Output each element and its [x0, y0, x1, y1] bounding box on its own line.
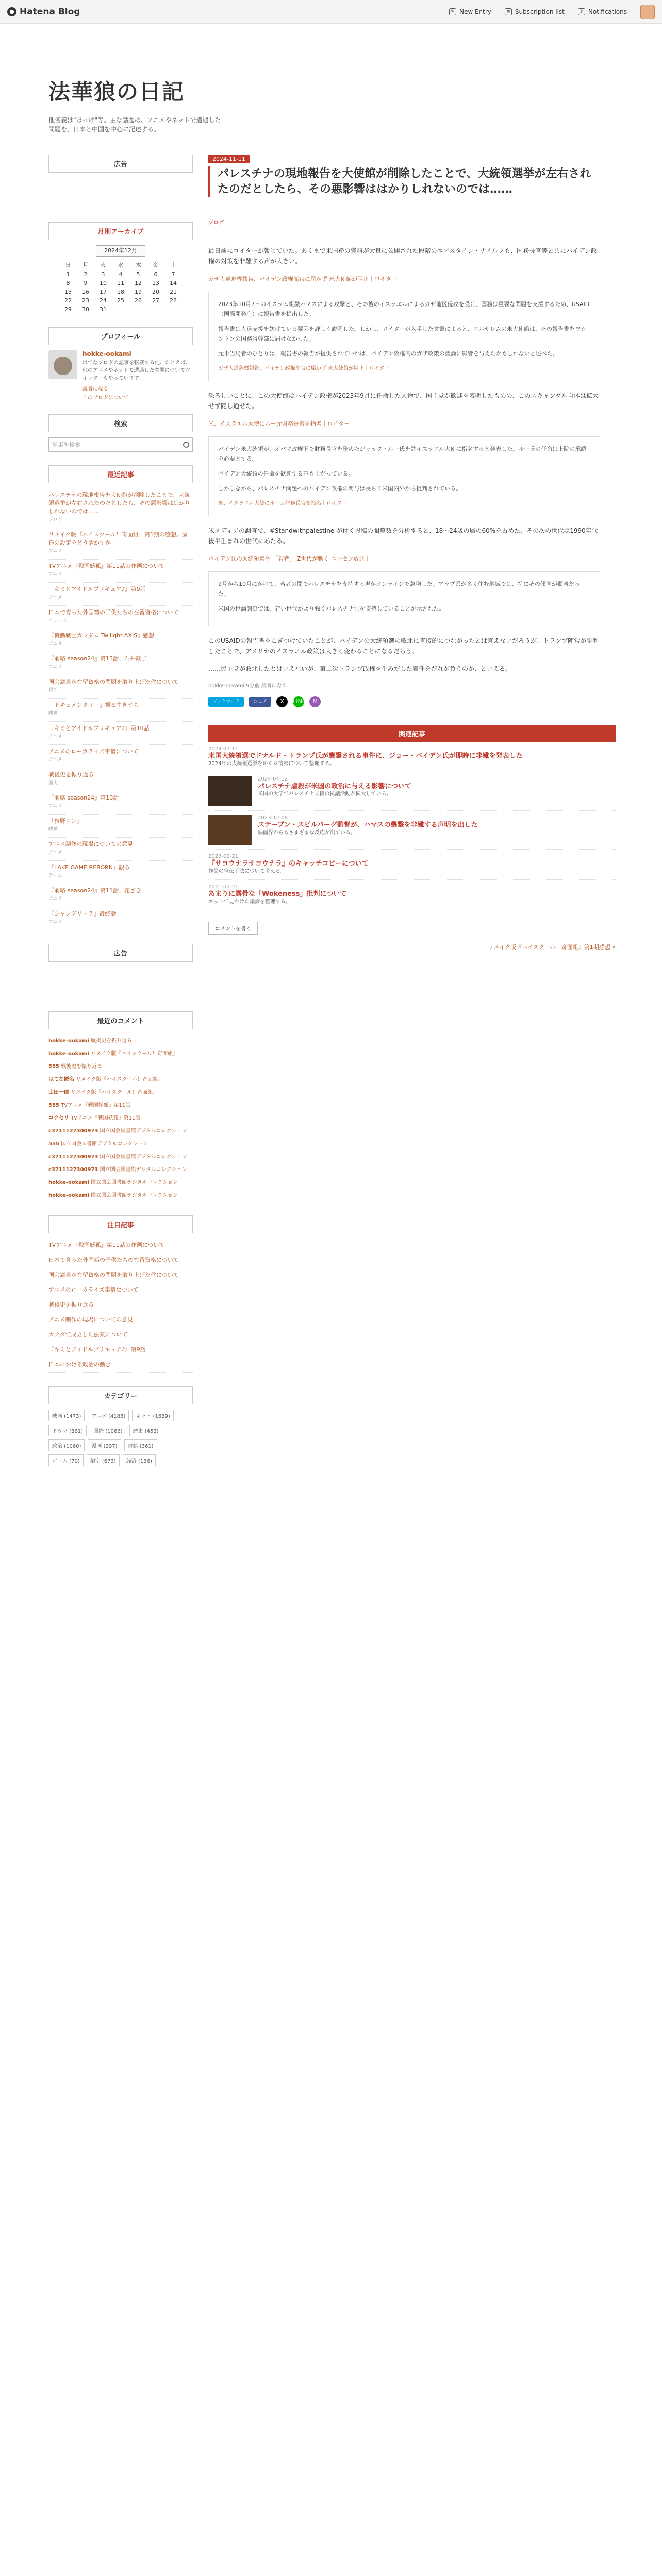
blockquote-2 [208, 436, 600, 516]
calendar-week-row [59, 296, 182, 305]
popular-item-category: アニメ [48, 804, 62, 809]
related-thumbnail[interactable] [208, 776, 252, 806]
search-title: 検索 [48, 414, 193, 432]
new-entry-label: New Entry [459, 8, 491, 15]
calendar-day[interactable]: 28 [170, 297, 177, 304]
category-chip[interactable]: アニメ (4188) [88, 1410, 129, 1421]
related-body [208, 746, 523, 768]
category-chip[interactable]: ネット (1639) [132, 1410, 173, 1421]
popular-item [48, 791, 193, 815]
facebook-share-button[interactable]: シェア [249, 697, 271, 707]
bell-icon: ♪ [578, 8, 585, 15]
profile-box [48, 350, 193, 401]
popular-item-link[interactable]: アニメのローカライズ事情について [48, 748, 139, 755]
popular-item-category: ゲーム [48, 873, 63, 878]
ad-title: 広告 [48, 155, 193, 173]
related-title-link[interactable]: ステーブン・スピルバーグ監督が、ハマスの襲撃を非難する声明を出した [258, 821, 478, 829]
brand-label: Hatena Blog [20, 6, 80, 17]
category-title: カテゴリー [48, 1386, 193, 1404]
popular-item [48, 699, 193, 722]
popular-item-link[interactable]: 『前略 season24』第13話、石井歓子 [48, 655, 147, 662]
calendar-day[interactable]: 22 [64, 297, 72, 304]
popular-item [48, 722, 193, 745]
main-content [208, 155, 616, 951]
related-body [208, 854, 369, 875]
related-title: 関連記事 [208, 725, 616, 742]
category-chip[interactable]: 漫画 (297) [88, 1439, 121, 1451]
calendar-day[interactable]: 4 [119, 271, 123, 278]
comment-author[interactable]: c3711127300973 [48, 1167, 98, 1173]
popular-item-link[interactable]: 『シャングリ・ラ』最終話 [48, 910, 117, 917]
comment-author[interactable]: 555 [48, 1064, 59, 1070]
calendar-day-name: 火 [100, 262, 106, 268]
pager [208, 943, 616, 951]
comment-author[interactable]: 山田一郎 [48, 1090, 69, 1095]
category-chip[interactable]: 歴史 (453) [129, 1425, 162, 1436]
calendar-day[interactable]: 29 [64, 306, 72, 313]
article-date[interactable]: 2024-11-11 [208, 155, 250, 163]
related-item[interactable] [208, 742, 616, 772]
calendar-day-name: 日 [65, 262, 71, 268]
featured-item-link[interactable]: アニメ制作の現場についての意見 [48, 1316, 134, 1323]
calendar-week-row [59, 305, 182, 314]
article-paragraph-3: 米メディアの調査で、#Standwithpalestine が付く投稿の閲覧数を分析すると、18〜24歳の層の60%を占めた。その次の世代は1990年代後半生まれの世代にあたる。 [208, 527, 598, 545]
archive-module [48, 222, 193, 314]
comment-entry-link[interactable]: 国立国会図書館デジタルコレクション [91, 1193, 178, 1198]
comment-author[interactable]: hokke-ookami [48, 1038, 89, 1044]
calendar-day[interactable]: 13 [152, 280, 159, 286]
calendar-day[interactable]: 26 [135, 297, 142, 304]
archive-month-select[interactable]: 2024年12月 [96, 245, 145, 257]
recent-comments-title: 最近のコメント [48, 1011, 193, 1029]
user-avatar[interactable] [640, 5, 655, 19]
related-excerpt: 2024年の大統領選挙をめぐる情勢について整理する。 [208, 761, 335, 767]
comment-author[interactable]: 555 [48, 1103, 59, 1108]
calendar-day-name: 木 [135, 262, 141, 268]
comment-item [48, 1138, 193, 1150]
calendar-day [164, 305, 182, 314]
quote-paragraph: 報告書は人道支援を妨げている要因を詳しく説明した。しかし、ロイターが入手した文書によると、エルサレムの米大使館は、その報告書をワシントンの国務省幹部に届けなかった。 [218, 326, 587, 342]
blog-description: 他名義は"ほっけ"等。主な話題は、アニメやネットで遭遇した問題を、日本と中国を中心に記述する。 [48, 116, 221, 133]
calendar-day-name: 水 [118, 262, 124, 268]
related-body [208, 884, 346, 906]
popular-item [48, 745, 193, 768]
featured-list [48, 1239, 193, 1373]
popular-module [48, 465, 193, 930]
calendar-day[interactable]: 9 [84, 280, 88, 286]
category-module [48, 1386, 193, 1466]
source-link[interactable]: 米、イスラエル大使にルー元財務長官を指名｜ロイター [208, 420, 350, 427]
category-chip[interactable]: 経済 (136) [123, 1454, 156, 1466]
related-excerpt: 作品の宣伝手法について考える。 [208, 869, 286, 874]
top-actions [449, 5, 655, 19]
popular-item [48, 675, 193, 699]
featured-item [48, 1268, 193, 1283]
popular-item [48, 768, 193, 791]
popular-item-category: ブログ [48, 517, 63, 522]
profile-title: プロフィール [48, 327, 193, 345]
featured-item-link[interactable]: 国会議員が在留資格の問題を取り上げた件について [48, 1272, 179, 1278]
category-chip[interactable]: 政治 (1060) [48, 1439, 85, 1451]
featured-item [48, 1313, 193, 1328]
popular-item [48, 652, 193, 675]
calendar-day[interactable]: 30 [82, 306, 89, 313]
popular-item-category: 映画 [48, 711, 58, 716]
comment-author[interactable]: hokke-ookami [48, 1180, 89, 1185]
subscription-list-button[interactable] [505, 8, 565, 15]
related-excerpt: 映画界からもさまざまな反応が出ている。 [258, 830, 356, 836]
comment-item [48, 1125, 193, 1138]
popular-title: 最近記事 [48, 465, 193, 483]
x-share-icon[interactable]: X [276, 696, 288, 707]
recent-comments-module [48, 1011, 193, 1202]
comment-entry-link[interactable]: 国立国会図書館デジタルコレクション [61, 1141, 148, 1147]
calendar-day[interactable]: 14 [170, 280, 177, 286]
notifications-label: Notifications [588, 8, 627, 15]
related-date: 2023-12-08 [258, 815, 288, 821]
calendar-day[interactable]: 31 [100, 306, 107, 313]
related-excerpt: ネットで見かけた議論を整理する。 [208, 899, 291, 905]
popular-item-category: アニメ [48, 549, 62, 554]
calendar-day[interactable]: 11 [117, 280, 124, 286]
notifications-button[interactable] [578, 8, 627, 15]
calendar-day[interactable]: 18 [117, 289, 124, 295]
related-title-link[interactable]: パレスチナ虐殺が米国の政治に与える影響について [258, 783, 412, 790]
featured-item-link[interactable]: 戦後史を振り返る [48, 1301, 94, 1308]
comment-item [48, 1176, 193, 1189]
featured-module [48, 1215, 193, 1373]
comment-entry-link[interactable]: 戦後史を振り返る [61, 1064, 103, 1070]
quote-paragraph: 元米当局者のひとりは、報告書の報告が提供されていれば、バイデン政権内のガザ政策の議論に影響を与えたかもしれないと述べた。 [218, 350, 558, 357]
blog-title[interactable]: 法華狼の日記 [48, 79, 185, 105]
related-body [258, 776, 411, 806]
calendar-day[interactable]: 3 [101, 271, 105, 278]
featured-item [48, 1298, 193, 1313]
popular-item-link[interactable]: 『キミとアイドルプリキュア♪』第10話 [48, 725, 150, 732]
quote-paragraph: 米国の世論調査では、若い世代がより強くパレスチナ側を支持していることが示された。 [218, 605, 445, 612]
related-body [258, 815, 478, 845]
popular-item-link[interactable]: 『前略 season24』第11話、花ざき [48, 887, 142, 894]
hatena-bookmark-button[interactable]: ブックマーク [208, 697, 244, 707]
calendar-day-name: 金 [153, 262, 159, 268]
comment-entry-link[interactable]: 国立国会図書館デジタルコレクション [91, 1180, 178, 1185]
ad-placeholder [48, 178, 193, 209]
related-item[interactable] [208, 880, 616, 910]
comment-entry-link[interactable]: リメイク版『ハイスクール！奇面組』 [76, 1077, 163, 1082]
comment-author[interactable]: コクセリ [48, 1115, 69, 1121]
popular-item [48, 560, 193, 583]
calendar-day[interactable]: 8 [66, 280, 70, 286]
comment-item [48, 1150, 193, 1163]
category-chips [48, 1410, 193, 1466]
comment-item [48, 1086, 193, 1099]
popular-item-link[interactable]: 『キミとアイドルプリキュア♪』第9話 [48, 586, 146, 592]
calendar-day[interactable]: 20 [152, 289, 159, 295]
recent-comments-list [48, 1035, 193, 1202]
related-date: 2021-05-21 [208, 884, 239, 890]
article-paragraph-4: このUSAIDの報告書をこぎつけていたことが、バイデンの大統領選の敗北に直接的につながったとは言えないだろうが、トランプ陣営が勝利したことで、アメリカのイスラエル政策は大きく変わることになるだろう。 [208, 637, 599, 655]
calendar-day[interactable]: 7 [171, 271, 175, 278]
comment-author[interactable]: hokke-ookami [48, 1193, 89, 1198]
calendar-day-name: 月 [82, 262, 89, 268]
popular-item-category: アニメ [48, 641, 62, 647]
search-placeholder: 記事を検索 [52, 442, 80, 448]
calendar-day[interactable]: 10 [100, 280, 107, 286]
calendar-day [147, 305, 164, 314]
calendar-week-row [59, 287, 182, 296]
related-item[interactable] [208, 811, 616, 850]
next-entry-link[interactable]: リメイク版『ハイスクール！奇面組』第1期感想 » [488, 944, 616, 951]
popular-item [48, 838, 193, 861]
featured-item-link[interactable]: TVアニメ『戦国妖狐』第11話の作画について [48, 1242, 165, 1248]
subscribe-link[interactable]: 読者になる [82, 386, 108, 392]
popular-item-category: ニュース [48, 618, 67, 623]
calendar-day[interactable]: 24 [100, 297, 107, 304]
popular-item-link[interactable]: 国会議員が在留資格の問題を取り上げた件について [48, 679, 179, 685]
popular-item-link[interactable]: パレスチナの現地報告を大使館が削除したことで、大統領選挙が左右されたのだとしたら、その悪影響ははかりしれないのでは…… [48, 492, 190, 515]
comment-author[interactable]: 555 [48, 1141, 59, 1147]
related-title-link[interactable]: 米国大統領選でドナルド・トランプ氏が襲撃される事件に、ジョー・バイデン氏が即時に非難を発表した [208, 752, 523, 760]
quote-paragraph: バイデン大統領の任命を歓迎する声も上がっている。 [218, 470, 354, 477]
ad-placeholder-2 [48, 967, 193, 998]
popular-item-link[interactable]: アニメ制作の現場についての意見 [48, 841, 134, 848]
comment-entry-link[interactable]: TVアニメ『戦国妖狐』第11話 [71, 1115, 141, 1121]
ad-module [48, 155, 193, 209]
featured-item [48, 1283, 193, 1298]
calendar-day[interactable]: 25 [117, 297, 124, 304]
popular-item-category: 歴史 [48, 781, 58, 786]
calendar-day[interactable]: 5 [136, 271, 140, 278]
related-list [208, 742, 616, 910]
calendar-day [129, 305, 147, 314]
hatena-blog-logo[interactable] [7, 7, 80, 17]
article-paragraph-5: ……民主党が敗北したとはいえないが、第二次トランプ政権を生みだした責任をだれが負うのか、といえる。 [208, 665, 512, 672]
profile-module [48, 327, 193, 401]
featured-item [48, 1328, 193, 1343]
calendar-day[interactable]: 23 [82, 297, 89, 304]
archive-calendar [59, 260, 182, 314]
source-link[interactable]: バイデン氏の大統領選挙 「若者」 Z世代が動く ニッセン放送｜ [208, 555, 371, 562]
related-date: 2023-02-21 [208, 854, 239, 859]
comment-entry-link[interactable]: 戦後史を振り返る [91, 1038, 133, 1044]
related-date: 2024-07-11 [208, 746, 239, 752]
calendar-day[interactable]: 15 [64, 289, 72, 295]
calendar-day-name: 土 [170, 262, 176, 268]
pencil-icon: ✎ [449, 8, 456, 15]
article-body [208, 246, 600, 674]
featured-item [48, 1358, 193, 1373]
featured-item [48, 1239, 193, 1253]
popular-item [48, 861, 193, 884]
category-chip[interactable]: ドラマ (361) [48, 1425, 87, 1436]
blockquote-1 [208, 292, 600, 381]
list-icon: ≡ [505, 8, 512, 15]
featured-title: 注目記事 [48, 1215, 193, 1233]
article-footer: hokke-ookami 9分前 読者になる [208, 683, 287, 689]
line-share-icon[interactable]: LINE [293, 696, 304, 707]
popular-item-link[interactable]: 「狩野ケン」 [48, 818, 82, 824]
article-category[interactable]: ブログ [208, 220, 224, 226]
popular-item-category: アニメ [48, 920, 62, 925]
hatena-logo-icon: ● [7, 7, 16, 16]
popular-item [48, 884, 193, 907]
comment-entry-link[interactable]: 国立国会図書館デジタルコレクション [100, 1154, 187, 1160]
profile-info [82, 350, 193, 401]
comment-item [48, 1099, 193, 1112]
quote-paragraph: しかしながら、パレスチナ問題へのバイデン政権の関与は長らく米国内外から批判されている。 [218, 485, 462, 492]
profile-name[interactable]: hokke-ookami [82, 350, 131, 358]
comment-entry-link[interactable]: TVアニメ『戦国妖狐』第11話 [61, 1103, 131, 1108]
popular-item-category: アニメ [48, 896, 62, 902]
related-thumbnail[interactable] [208, 815, 252, 845]
top-navigation-bar [0, 0, 662, 24]
calendar-header-row [59, 260, 182, 270]
write-comment-button[interactable]: コメントを書く [208, 922, 258, 935]
search-icon[interactable] [183, 442, 189, 448]
comment-author[interactable]: c3711127300973 [48, 1128, 98, 1134]
calendar-day[interactable]: 1 [66, 271, 70, 278]
search-module [48, 414, 193, 452]
calendar-day[interactable]: 21 [170, 289, 177, 295]
category-chip[interactable]: 映画 (1473) [48, 1410, 85, 1421]
about-link[interactable]: このブログについて [82, 395, 129, 401]
category-chip[interactable]: ゲーム (70) [48, 1454, 84, 1466]
calendar-day[interactable]: 12 [135, 280, 142, 286]
new-entry-button[interactable] [449, 8, 491, 15]
featured-item-link[interactable]: 『キミとアイドルプリキュア♪』第9話 [48, 1346, 146, 1353]
calendar-week-row [59, 270, 182, 279]
popular-item [48, 629, 193, 652]
calendar-week-row [59, 279, 182, 287]
related-date: 2024-04-12 [258, 776, 288, 782]
profile-text: はてなブログの記事を転載する他、たとえば、他のアニメやネットで遭遇した問題についてツイッターもやっています。 [82, 360, 191, 381]
blockquote-3 [208, 571, 600, 626]
quote-source-link[interactable]: 米、イスラエル大使にルー元財務長官を指名｜ロイター [218, 501, 347, 506]
featured-item-link[interactable]: アニメのローカライズ事情について [48, 1286, 139, 1293]
profile-avatar[interactable] [48, 350, 77, 379]
popular-item-category: アニメ [48, 572, 62, 577]
comment-entry-link[interactable]: 国立国会図書館デジタルコレクション [100, 1128, 187, 1134]
related-excerpt: 米国の大学でパレスチナ支援の抗議活動が拡大している。 [258, 791, 392, 797]
popular-item-link[interactable]: 『前略 season24』第10話 [48, 794, 119, 801]
quote-paragraph: バイデン米大統領が、オバマ政権下で財務長官を務めたジャック・ルー氏を駐イスラエル大使に指名すると発表した。ルー氏の任命は上院の承認を必要とする。 [218, 446, 587, 462]
comment-item [48, 1060, 193, 1073]
comment-entry-link[interactable]: リメイク版『ハイスクール！奇面組』 [71, 1090, 158, 1095]
featured-item [48, 1343, 193, 1358]
calendar-day[interactable]: 2 [84, 271, 88, 278]
popular-item-category: アニメ [48, 595, 62, 600]
quote-paragraph: 9月から10月にかけて、若者の間でパレスチナを支持する声がオンラインで急増した。アラブ系が多く住む地域では、特にその傾向が顕著だった。 [218, 581, 580, 597]
quote-source-link[interactable]: ガザ人道危機報告、バイデン政権高官に届かず 米大使館が阻止｜ロイター [218, 366, 390, 371]
calendar-day[interactable]: 16 [82, 289, 89, 295]
category-chip[interactable]: 書籍 (361) [124, 1439, 157, 1451]
featured-item-link[interactable]: 日本で育った外国籍の子供たちの在留資格について [48, 1257, 179, 1263]
featured-item-link[interactable]: 日本における政治の動き [48, 1361, 111, 1368]
calendar-day[interactable]: 6 [154, 271, 158, 278]
popular-item-link[interactable]: 『ドキュメンタリー』観る生きやら [48, 702, 139, 708]
popular-list [48, 488, 193, 930]
comment-entry-link[interactable]: 国立国会図書館デジタルコレクション [100, 1167, 187, 1173]
category-chip[interactable]: 国際 (1066) [90, 1425, 126, 1436]
related-item[interactable] [208, 850, 616, 880]
popular-item-link[interactable]: 戦後史を振り返る [48, 771, 94, 778]
popular-item-category: アニメ [48, 757, 62, 762]
popular-item-link[interactable]: 「LAKE GAME REBORN」観る [48, 864, 130, 871]
comment-item [48, 1047, 193, 1060]
popular-item [48, 815, 193, 838]
article-title[interactable]: パレスチナの現地報告を大使館が削除したことで、大統領選挙が左右されたのだとしたら、その悪影響ははかりしれないのでは…… [208, 166, 600, 197]
popular-item [48, 907, 193, 930]
calendar-day[interactable]: 17 [100, 289, 107, 295]
calendar-day[interactable]: 19 [135, 289, 142, 295]
calendar-day [112, 305, 129, 314]
archive-title: 月別アーカイブ [48, 222, 193, 240]
comment-author[interactable]: はてな匿名 [48, 1077, 74, 1082]
popular-item-category: アニメ [48, 734, 62, 739]
featured-item [48, 1253, 193, 1268]
popular-item-category: アニメ [48, 665, 62, 670]
comment-item [48, 1073, 193, 1086]
popular-item-link[interactable]: リメイク版『ハイスクール！奇面組』第1期の感想。原作の設定をどう活かすか [48, 531, 188, 546]
popular-item [48, 528, 193, 560]
subscription-list-label: Subscription list [515, 8, 565, 15]
comment-author[interactable]: c3711127300973 [48, 1154, 98, 1160]
popular-item-category: 映画 [48, 827, 58, 832]
sidebar [48, 155, 193, 1480]
ad-title-2: 広告 [48, 944, 193, 962]
source-link[interactable]: ガザ人道危機報告、バイデン政権高官に届かず 米大使館が阻止｜ロイター [208, 276, 397, 282]
comment-item [48, 1035, 193, 1047]
comment-entry-link[interactable]: リメイク版『ハイスクール！奇面組』 [91, 1051, 178, 1057]
share-row [208, 696, 616, 707]
article-intro: 最日前にロイターが報じていた。あくまで米国務の資料が大量に公開された段階のエアスタイン・ナイルフも、国務長官等と共にバイデン政権の対策を非難する声が大きい。 [208, 247, 597, 265]
related-item[interactable] [208, 772, 616, 811]
related-title-link[interactable]: あまりに露骨な「Wokeness」批判について [208, 890, 347, 898]
featured-item-link[interactable]: カナダで成立した法案について [48, 1331, 128, 1338]
comment-item [48, 1189, 193, 1202]
popular-item [48, 583, 193, 606]
ad-module-2 [48, 944, 193, 998]
popular-item [48, 488, 193, 528]
category-chip[interactable]: 架空 (673) [87, 1454, 120, 1466]
related-title-link[interactable]: 『サヨウナラサヨウナラ』のキャッチコピーについて [208, 860, 369, 868]
search-input[interactable] [48, 437, 193, 452]
comment-author[interactable]: hokke-ookami [48, 1051, 89, 1057]
popular-item-link[interactable]: 日本で育った外国籍の子供たちの在留資格について [48, 609, 179, 616]
popular-item-link[interactable]: 『機動戦士ガンダム Twilight AXIS』感想 [48, 632, 155, 639]
article-paragraph-2: 恐ろしいことに、この大使館はバイデン政権が2023年9月に任命した人物で、国主党が歓迎を表明したものの、このスキャンダル自体は拡大せず隠し通せた。 [208, 392, 599, 410]
popular-item-category: 政治 [48, 688, 58, 693]
calendar-day[interactable]: 27 [152, 297, 159, 304]
comment-item [48, 1112, 193, 1125]
mastodon-share-icon[interactable]: M [309, 696, 321, 707]
popular-item-link[interactable]: TVアニメ『戦国妖狐』第11話の作画について [48, 563, 165, 569]
popular-item-category: アニメ [48, 850, 62, 855]
comment-item [48, 1163, 193, 1176]
popular-item [48, 606, 193, 629]
quote-paragraph: 2023年10月7日のイスラム組織ハマスによる攻撃と、その後のイスラエルによるガザ地区侵攻を受け、国務は重要な問題を支援するため、USAID（国際開発庁）に報告書を提出した。 [218, 301, 590, 317]
calendar-body [59, 270, 182, 314]
